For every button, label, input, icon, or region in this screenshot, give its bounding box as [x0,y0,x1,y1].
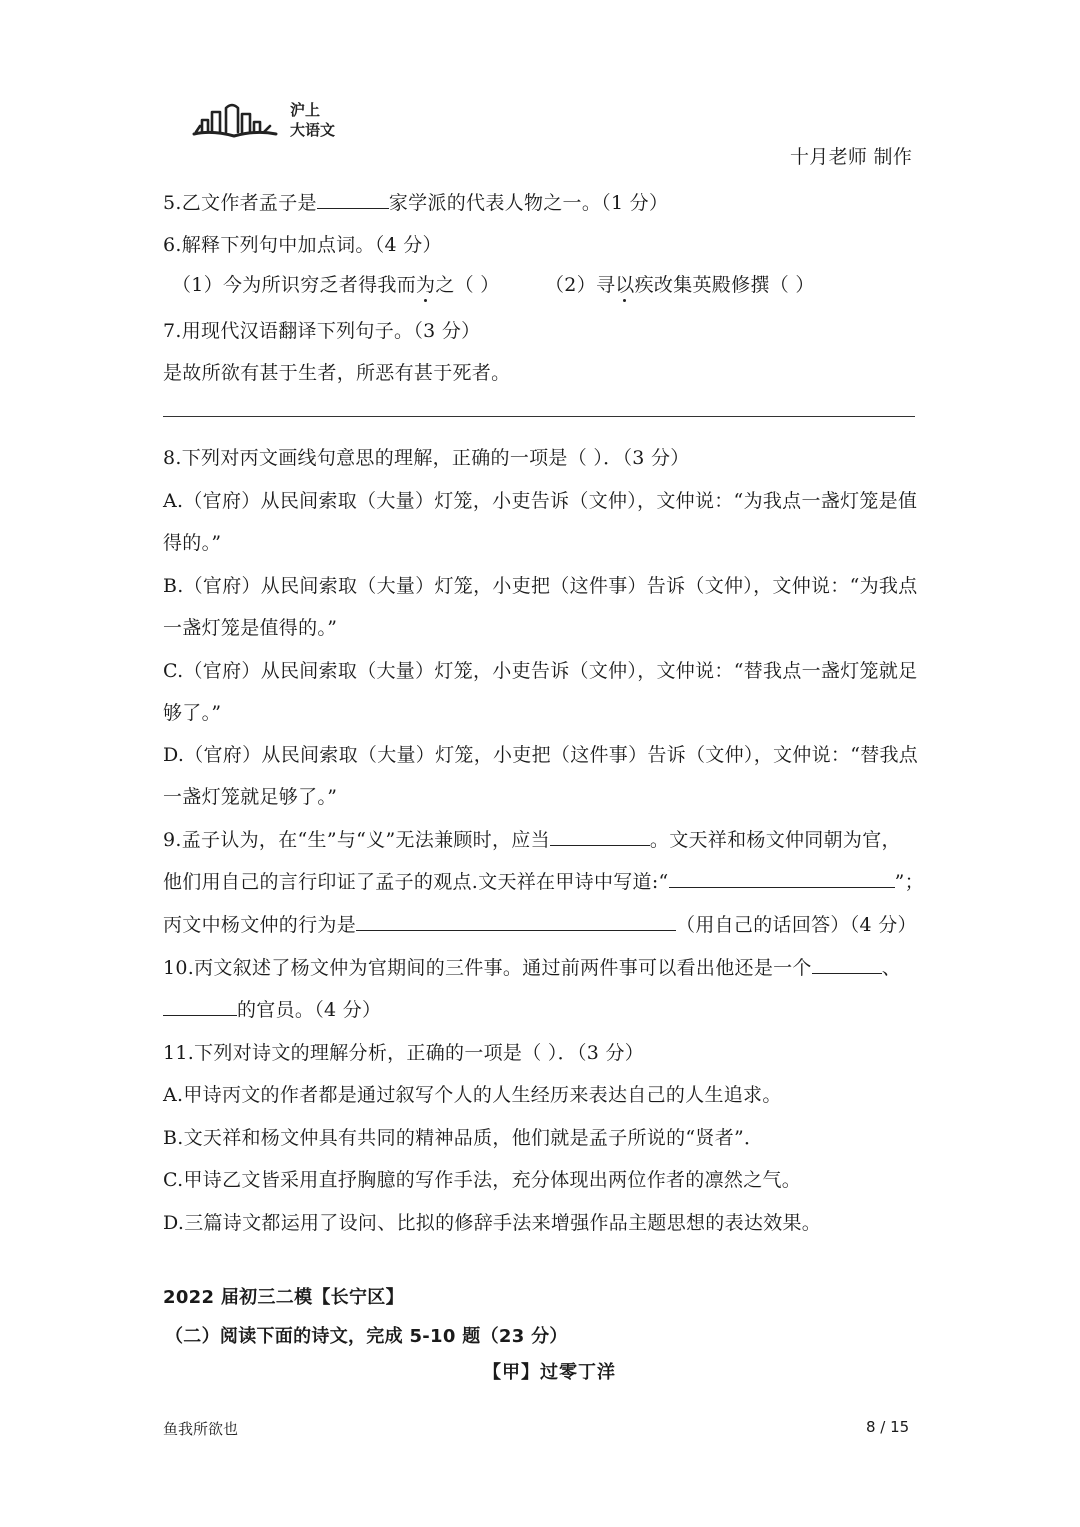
logo [190,98,340,146]
question-10-line2 [163,995,381,1022]
q9-l3-pre: 丙文中杨文仲的行为是 [163,914,357,936]
q10-blank-2[interactable] [163,1001,237,1016]
question-11-title: 11.下列对诗文的理解分析，正确的一项是（ ）．（3 分） [163,1042,645,1064]
question-10-line1 [163,953,901,980]
q6-i1-post: 之（ ） [435,274,500,296]
q11-option-b: B.文天祥和杨文仲具有共同的精神品质，他们就是孟子所说的“贤者”． [163,1127,764,1149]
footer-left: 鱼我所欲也 [163,1420,239,1438]
question-6-item-1 [172,270,500,297]
q5-pre: 5.乙文作者孟子是 [163,192,317,214]
question-6-item-2 [545,270,815,297]
q8-option-b-line1: B.（官府）从民间索取（大量）灯笼，小吏把（这件事）告诉（文仲），文仲说：“为我点 [163,575,918,597]
q9-l3-post: （用自己的话回答）（4 分） [676,914,917,936]
section-title: 2022 届初三二模【长宁区】 [163,1287,404,1308]
question-5 [163,188,668,215]
q10-blank-1[interactable] [812,959,882,974]
q8-option-d-line1: D.（官府）从民间索取（大量）灯笼，小吏把（这件事）告诉（文仲），文仲说：“替我点 [163,744,919,766]
logo-line1: 沪上 [290,101,321,119]
q9-l1-pre: 9.孟子认为，在“生”与“义”无法兼顾时，应当 [163,829,550,851]
question-8-title: 8.下列对丙文画线句意思的理解，正确的一项是（ ）．（3 分） [163,447,690,469]
page-number: 8 / 15 [866,1418,910,1436]
q5-post: 家学派的代表人物之一。（1 分） [388,192,669,214]
q9-l2-pre: 他们用自己的言行印证了孟子的观点.文天祥在甲诗中写道:“ [163,871,669,893]
question-9-line2 [163,867,924,894]
q10-l1-post: 、 [881,957,902,979]
author-credit: 十月老师 制作 [790,146,913,168]
q9-blank-3[interactable] [356,916,676,931]
q10-l1-pre: 10.丙文叙述了杨文仲为官期间的三件事。通过前两件事可以看出他还是一个 [163,957,812,979]
q6-i2-pre: （2）寻 [545,274,616,296]
q8-option-c-line2: 够了。” [163,702,222,724]
q8-option-a-line1: A.（官府）从民间索取（大量）灯笼，小吏告诉（文仲），文仲说：“为我点一盏灯笼是值 [163,490,918,512]
q9-l2-post: ”； [894,871,924,893]
q8-option-c-line1: C.（官府）从民间索取（大量）灯笼，小吏告诉（文仲），文仲说：“替我点一盏灯笼就足 [163,660,918,682]
poem-title: 【甲】过零丁洋 [483,1362,616,1383]
q6-i1-pre: （1）今为所识穷乏者得我而 [172,274,416,296]
answer-line[interactable] [163,416,915,417]
q9-blank-1[interactable] [550,831,650,846]
logo-line2: 大语文 [290,121,336,139]
q11-option-d: D.三篇诗文都运用了设问、比拟的修辞手法来增强作品主题思想的表达效果。 [163,1212,822,1234]
q5-blank[interactable] [317,194,389,209]
question-9-line3 [163,910,917,937]
q11-option-c: C.甲诗乙文皆采用直抒胸臆的写作手法，充分体现出两位作者的凛然之气。 [163,1169,802,1191]
q9-l1-post: 。文天祥和杨文仲同朝为官， [649,829,901,851]
section-instruction: （二）阅读下面的诗文，完成 5-10 题（23 分） [165,1326,568,1347]
q8-option-a-line2: 得的。” [163,532,222,554]
q11-option-a: A.甲诗丙文的作者都是通过叙写个人的人生经历来表达自己的人生追求。 [163,1084,782,1106]
dotted-char: 为 [416,270,435,297]
question-9-line1 [163,825,901,852]
q9-blank-2[interactable] [669,873,895,888]
dotted-char: 以 [615,270,634,297]
q8-option-b-line2: 一盏灯笼是值得的。” [163,617,338,639]
city-book-logo-icon [190,98,282,140]
q6-i2-post: 疾改集英殿修撰（ ） [634,274,815,296]
q8-option-d-line2: 一盏灯笼就足够了。” [163,786,338,808]
question-7-sentence: 是故所欲有甚于生者，所恶有甚于死者。 [163,362,511,384]
q10-l2-post: 的官员。（4 分） [237,999,382,1021]
question-6-title: 6.解释下列句中加点词。（4 分） [163,234,442,256]
question-7-title: 7.用现代汉语翻译下列句子。（3 分） [163,320,481,342]
